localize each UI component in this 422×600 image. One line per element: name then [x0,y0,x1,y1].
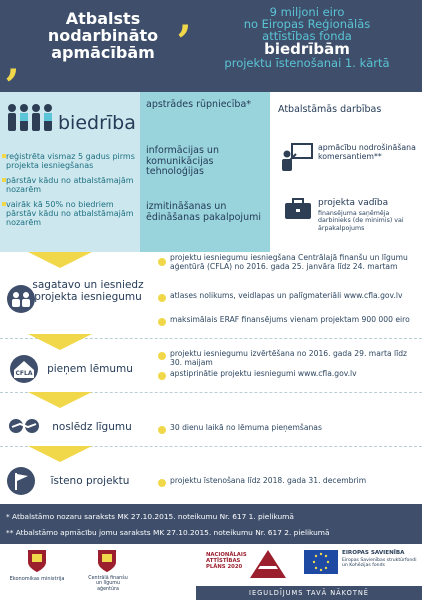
sector-ict: informācijas un komunikācijas tehnoloģijas [146,145,219,177]
handshake-icon [8,418,40,434]
activity-management: projekta vadība [318,198,389,208]
activity-management-sub: finansējuma saņēmēja darbinieks (de minimis) vai ārpakalpojums [318,210,404,232]
activity-training: apmācību nodrošināšana komersantiem** [318,143,416,161]
requirement-text: pārstāv kādu no atbalstāmajām nozarēm [6,176,134,194]
bullet-dot [158,352,166,360]
national-plan-line2: ATTĪSTĪBAS [206,558,241,564]
presenter-board-icon [280,142,314,172]
bullet-marker [2,154,6,158]
logos-bar [0,544,422,600]
header-subtitle [196,6,418,69]
coat-of-arms-icon [26,548,48,574]
bullet-marker [2,178,6,182]
activities-title: Atbalstāmās darbības [278,104,382,115]
org-type-label: biedrība [58,112,136,134]
header-title-line1: Atbalsts [65,9,141,28]
cfla-badge-text: CFLA [15,370,33,377]
slogan-text: IEGULDĪJUMS TAVĀ NĀKOTNĒ [249,589,369,597]
footnote-training: ** Atbalstāmo apmācību jomu saraksts MK 27.10.2015. noteikumu Nr. 617 2. pielikumā [6,528,330,537]
step4-item1: projektu īstenošana līdz 2018. gada 31. decembrim [170,476,367,485]
arrow-chevron [28,252,92,268]
header-banner [0,0,422,92]
people-group-icon [6,102,58,132]
eu-flag-icon [304,550,338,574]
requirement-item [6,200,138,227]
slogan-bar [196,586,422,600]
header-title [28,10,178,61]
step2-item2: apstiprinātie projektu iesniegumi www.cfla.gov.lv [170,369,357,378]
sector-manufacturing: apstrādes rūpniecība* [146,99,252,110]
header-title-line2: nodarbināto [47,26,159,45]
requirement-item [6,176,138,194]
ministry-name: Ekonomikas ministrija [9,576,65,582]
bullet-dot [158,294,166,302]
step1-item3: maksimālais ERAF finansējums vienam projektam 900 000 eiro [170,315,410,324]
latvia-flag-icon [248,548,288,580]
yellow-comma-bottom: , [6,38,20,85]
requirement-item [6,152,138,170]
step1-item1: projektu iesniegumu iesniegšana Centrālajā finanšu un līgumu aģentūrā (CFLA) no 2016. gada 25. janvāra līdz 24. martam [170,253,408,271]
footnotes-bar [0,504,422,544]
step2-item1: projektu iesniegumu izvērtēšana no 2016. gada 29. marta līdz 30. maijam [170,349,408,367]
step1-item2: atlases nolikums, veidlapas un palīgmateriāli www.cfla.gov.lv [170,291,403,300]
eu-title: EIROPAS SAVIENĪBA [342,550,405,556]
header-subtitle-line5: projektu īstenošanai 1. kārtā [224,56,390,70]
sector-accommodation: izmitināšanas un ēdināšanas pakalpojumi [146,201,261,223]
header-subtitle-line1: 9 miljoni eiro [269,5,345,19]
bullet-dot [158,258,166,266]
bullet-dot [158,372,166,380]
header-title-line3: apmācībām [51,43,155,62]
step-label-decision: pieņem lēmumu [47,363,133,375]
bullet-marker [2,202,6,206]
yellow-comma-top: , [178,0,192,41]
coat-of-arms-icon [96,548,118,574]
footnote-sectors: * Atbalstāmo nozaru saraksts MK 27.10.2015. noteikumu Nr. 617 1. pielikumā [6,512,294,521]
arrow-chevron [28,392,92,408]
national-plan-line3: PLĀNS 2020 [206,564,243,570]
step-label-implement: īsteno projektu [50,475,130,487]
cfla-house-icon [6,354,42,384]
agency-name: Centrālā finanšu un līgumu aģentūra [88,576,128,592]
arrow-chevron [28,446,92,462]
bullet-dot [158,479,166,487]
step3-item1: 30 dienu laikā no lēmuma pieņemšanas [170,423,322,432]
bullet-dot [158,426,166,434]
finish-flag-icon [6,466,36,496]
header-subtitle-line3: attīstības fonda [262,29,352,43]
step-label-contract: noslēdz līgumu [52,421,132,433]
requirement-text: reģistrēta vismaz 5 gadus pirms projekta iesniegšanas [6,152,135,170]
requirement-text: vairāk kā 50% no biedriem pārstāv kādu no atbalstāmajām nozarēm [6,200,134,227]
header-subtitle-bold: biedrībām [264,40,350,58]
briefcase-icon [284,198,312,220]
bullet-dot [158,318,166,326]
step-label-submit: sagatavo un iesniedz projekta iesniegumu [32,279,144,303]
eu-subtitle: Eiropas Savienības struktūrfondi un Kohēzijas fonds [342,558,417,569]
national-plan-line1: NACIONĀLAIS [206,552,247,558]
arrow-chevron [28,334,92,350]
header-subtitle-line2: no Eiropas Reģionālās [243,17,371,31]
